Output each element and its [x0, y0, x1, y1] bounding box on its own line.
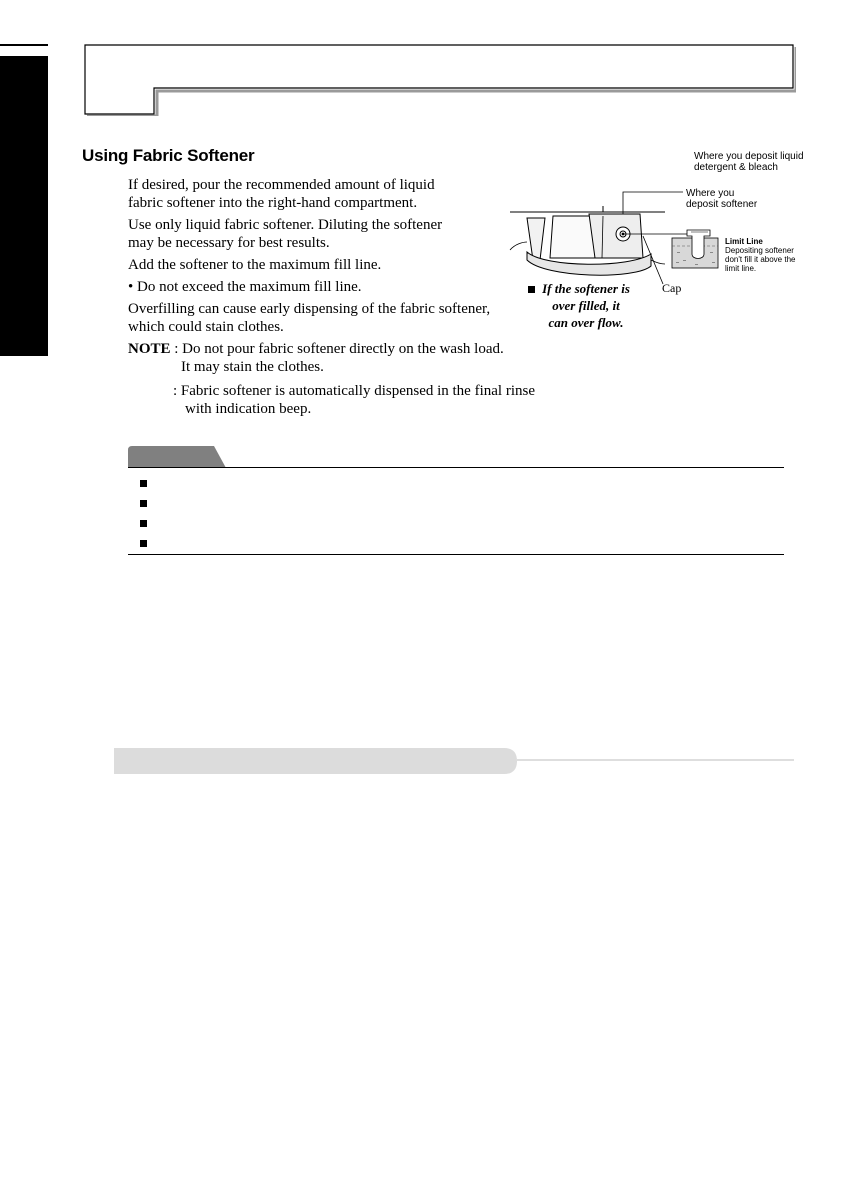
section-bar: [114, 748, 794, 774]
note-1-text: : Do not pour fabric softener directly on the wash load.: [170, 341, 504, 357]
note-label: NOTE: [128, 341, 171, 357]
header-frame: [84, 44, 796, 116]
note-box-bottom-rule: [128, 554, 784, 555]
paragraph-5-line-1: Overfilling can cause early dispensing of the fabric softener,: [128, 301, 491, 317]
warning-line-2: over filled, it: [552, 298, 620, 313]
label-softener-line-2: deposit softener: [686, 199, 758, 210]
note-2-line-1: : Fabric softener is automatically dispensed in the final rinse: [173, 383, 535, 399]
cap-label: Cap: [662, 281, 682, 295]
paragraph-1-line-2: fabric softener into the right-hand compartment.: [128, 195, 418, 211]
note-1-line-1: [128, 339, 504, 359]
paragraph-2-line-1: Use only liquid fabric softener. Diluting the softener: [128, 217, 443, 233]
side-tab-line: [0, 44, 48, 46]
note-1-line-2: It may stain the clothes.: [181, 359, 324, 375]
paragraph-5-line-2: which could stain clothes.: [128, 319, 284, 335]
limit-line-text-3: limit line.: [725, 264, 757, 273]
label-softener-line-1: Where you: [686, 188, 735, 199]
warning-line-3: can over flow.: [548, 315, 624, 330]
section-title: Using Fabric Softener: [82, 146, 255, 165]
label-liquid-detergent-line-1: Where you deposit liquid: [694, 151, 804, 162]
note-bullet-icon: [140, 540, 147, 547]
paragraph-2-line-2: may be necessary for best results.: [128, 235, 330, 251]
paragraph-3: Add the softener to the maximum fill line.: [128, 257, 382, 273]
paragraph-1-line-1: If desired, pour the recommended amount of liquid: [128, 177, 435, 193]
limit-line-text-2: don't fill it above the: [725, 255, 796, 264]
note-2-line-2: with indication beep.: [185, 401, 312, 417]
limit-line-text-1: Depositing softener: [725, 246, 794, 255]
dispenser-diagram: [505, 180, 825, 290]
note-bullet-icon: [140, 520, 147, 527]
side-tab-block: [0, 56, 48, 356]
note-bullet-icon: [140, 500, 147, 507]
warning-line-1: If the softener is: [542, 281, 630, 296]
label-liquid-detergent-line-2: detergent & bleach: [694, 162, 778, 173]
note-box-tab: [128, 446, 226, 468]
note-bullet-icon: [140, 480, 147, 487]
warning-bullet-icon: [528, 286, 535, 293]
note-box-top-rule: [128, 467, 784, 468]
paragraph-4: • Do not exceed the maximum fill line.: [128, 279, 362, 295]
limit-line-title: Limit Line: [725, 237, 763, 246]
